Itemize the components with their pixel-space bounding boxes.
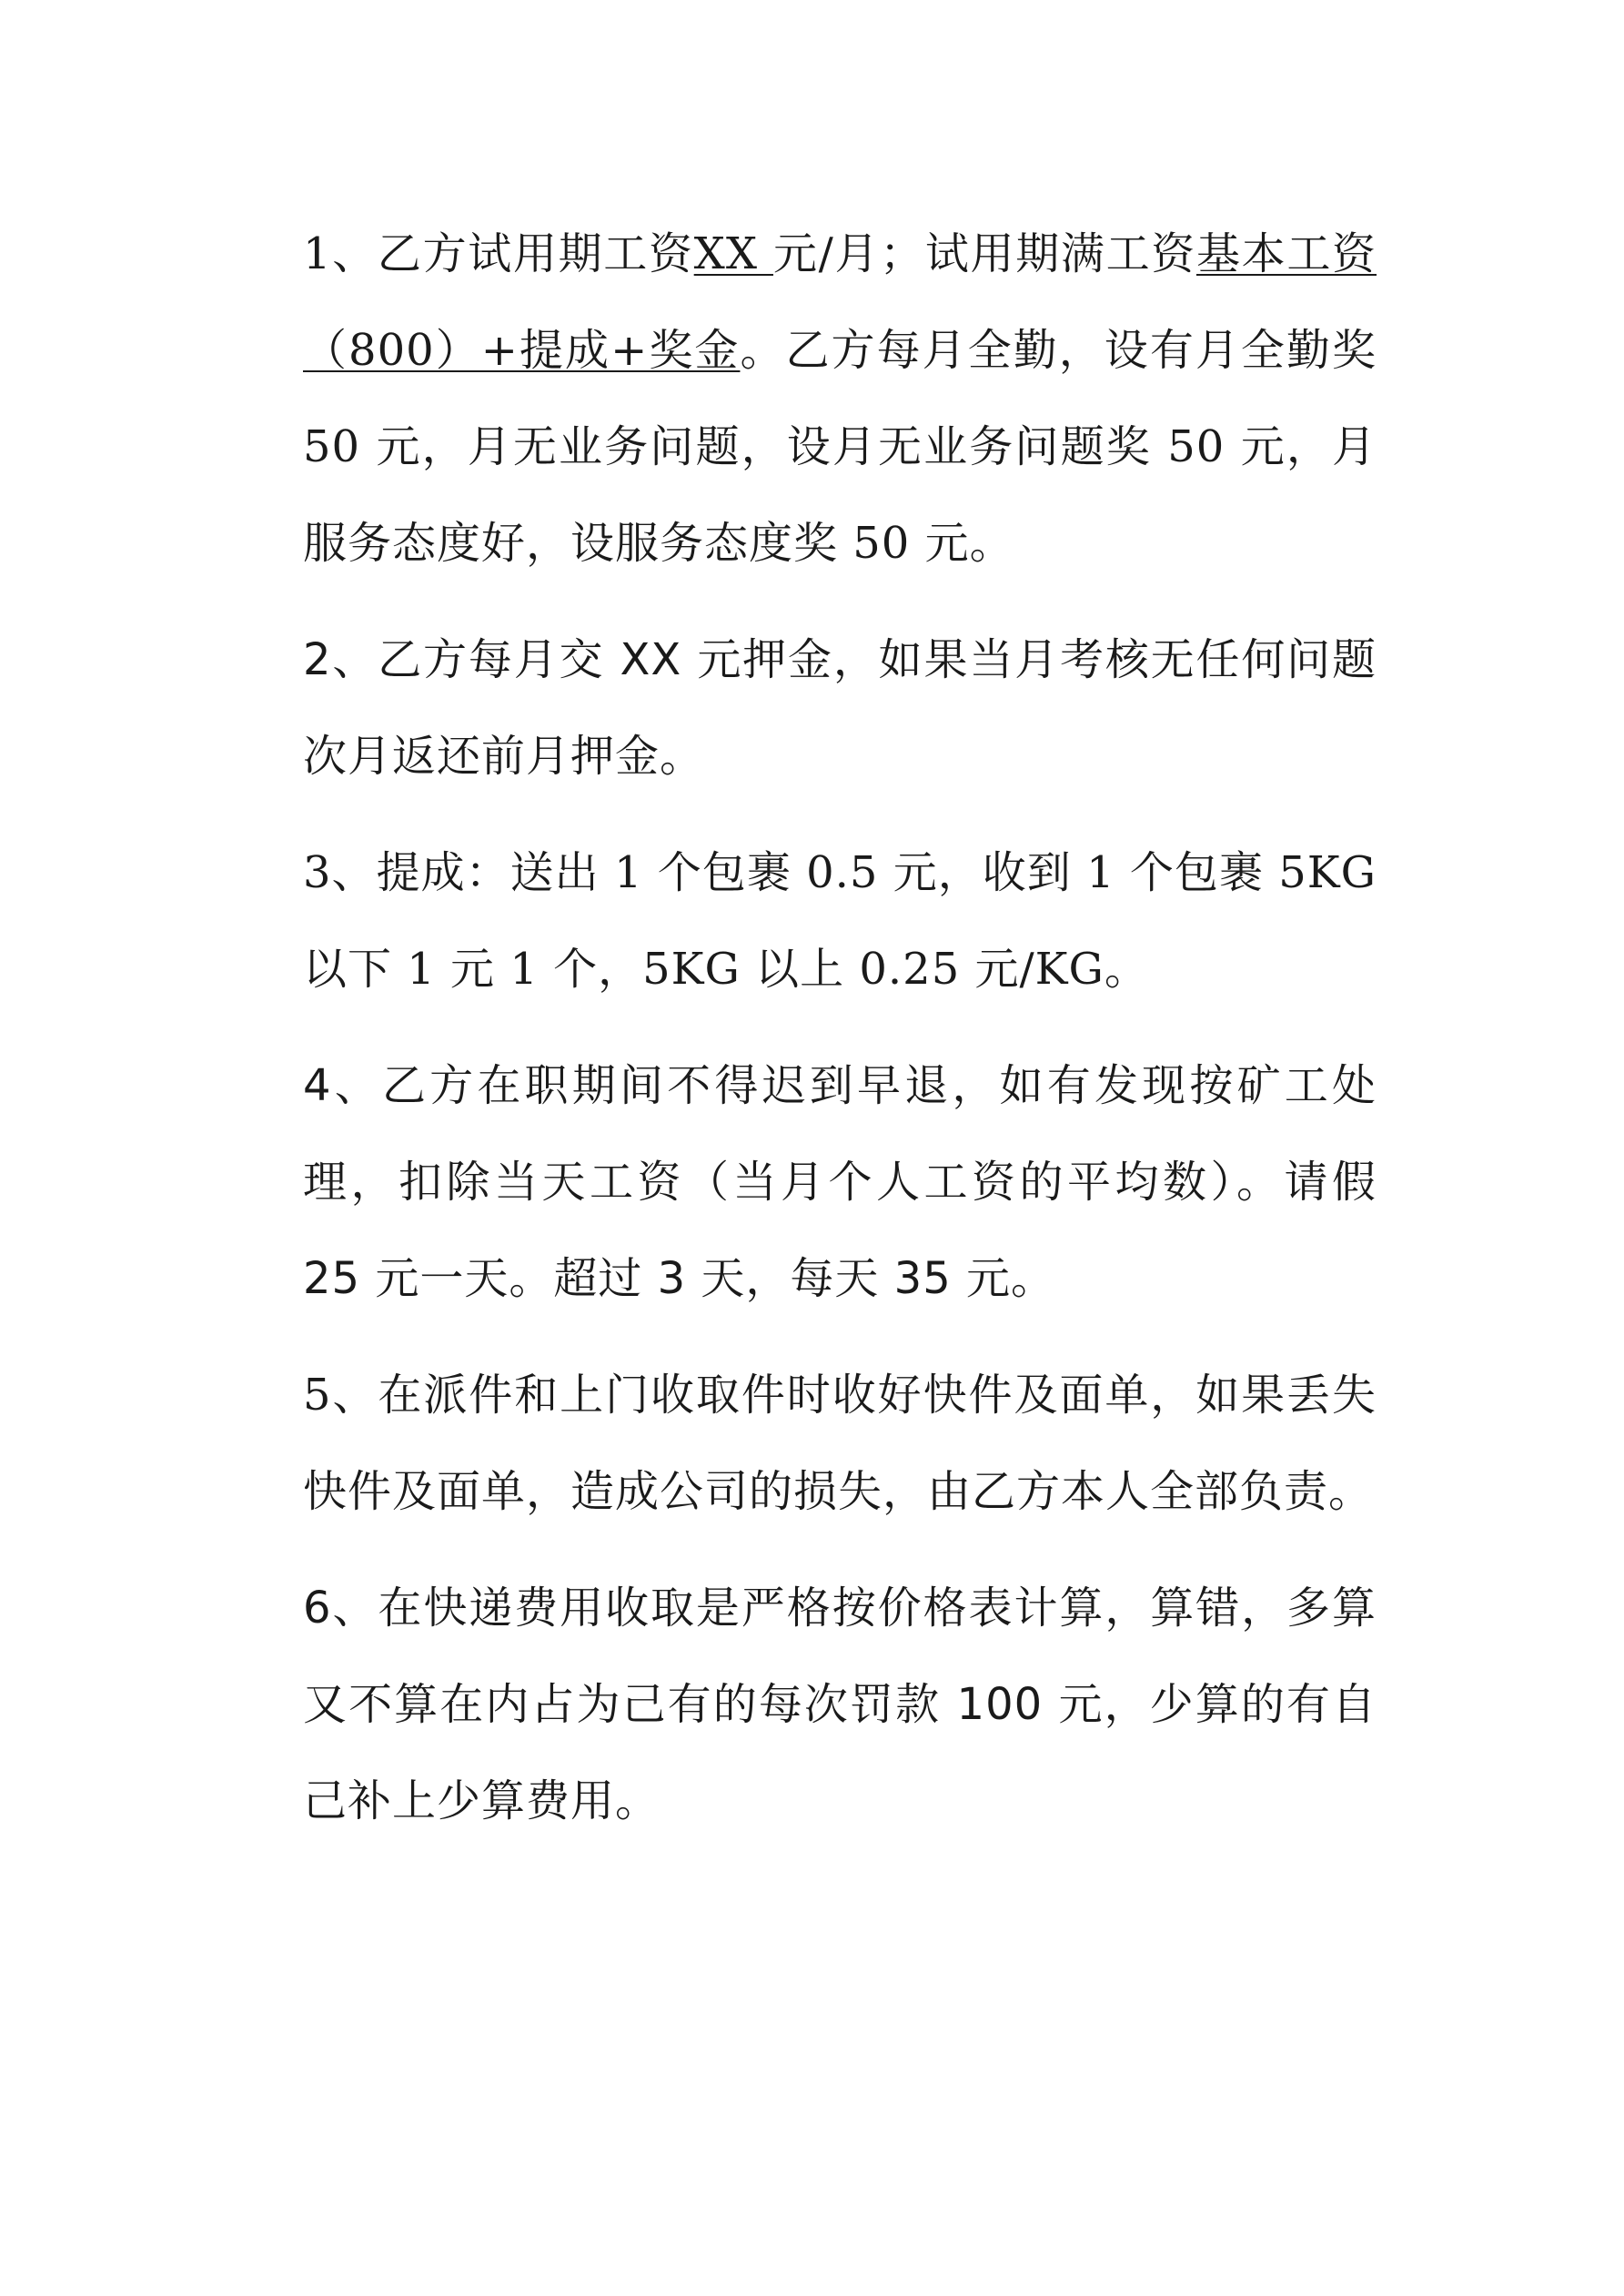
paragraph-4-attendance xyxy=(303,1037,1377,1327)
p4-text: 4、乙方在职期间不得迟到早退，如有发现按矿工处理，扣除当天工资（当月个人工资的平均数）。请假 25 元一天。超过 3 天，每天 35 元。 xyxy=(303,1060,1377,1304)
p3-text: 3、提成：送出 1 个包裹 0.5 元，收到 1 个包裹 5KG 以下 1 元 1 个，5KG 以上 0.25 元/KG。 xyxy=(303,847,1377,995)
p1-text-c: 。乙方每月全勤，设有月全勤奖 50 元，月无业务问题，设月无业务问题奖 50 元，月服务态度好，设服务态度奖 50 元。 xyxy=(303,325,1377,569)
p2-text: 2、乙方每月交 XX 元押金，如果当月考核无任何问题次月返还前月押金。 xyxy=(303,634,1377,782)
paragraph-3-commission xyxy=(303,824,1377,1017)
paragraph-1-salary xyxy=(303,206,1377,592)
p1-underlined-probation-amount: XX xyxy=(693,228,773,279)
p6-text: 6、在快递费用收取是严格按价格表计算，算错，多算又不算在内占为己有的每次罚款 100 元，少算的有自己补上少算费用。 xyxy=(303,1583,1377,1826)
paragraph-5-parcel-responsibility xyxy=(303,1347,1377,1540)
paragraph-2-deposit xyxy=(303,612,1377,804)
p1-text-a: 1、乙方试用期工资 xyxy=(303,228,694,279)
p1-text-b: 元/月；试用期满工资 xyxy=(772,228,1196,279)
document-body xyxy=(303,206,1377,1869)
paragraph-6-fee-collection xyxy=(303,1560,1377,1849)
p1-underlined-full-salary-formula: 基本工资（800）+提成+奖金 xyxy=(303,228,1377,376)
p5-text: 5、在派件和上门收取件时收好快件及面单，如果丢失快件及面单，造成公司的损失，由乙方本人全部负责。 xyxy=(303,1370,1377,1517)
